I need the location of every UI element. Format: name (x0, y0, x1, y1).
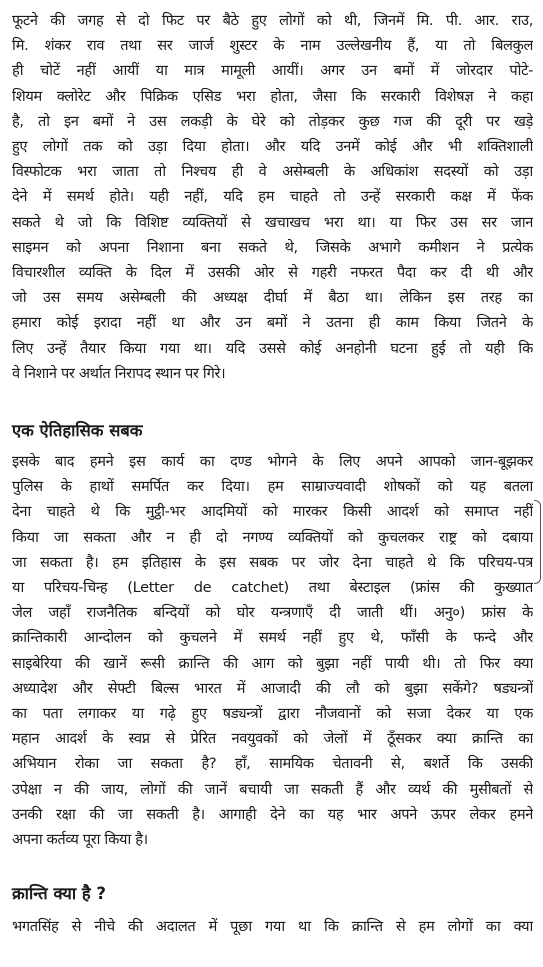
text-line: मि. शंकर राव तथा सर जार्ज शुस्टर के नाम उल्लेखनीय हैं, या तो बिलकुल (12, 37, 533, 55)
text-line: का पता लगाकर या गढ़े हुए षड्यन्त्रों द्वारा नौजवानों को सजा देकर या एक (12, 705, 533, 723)
text-line: जेल जहाँ राजनैतिक बन्दियों को घोर यन्त्रणाएँ दी जाती थीं। अनु०) फ्रांस के (12, 604, 533, 622)
text-line: जा सकता है। हम इतिहास के इस सबक पर जोर देना चाहते थे कि परिचय-पत्र (12, 553, 533, 571)
text-line: साइमन को अपना निशाना बना सकते थे, जिसके अभागे कमीशन ने प्रत्येक (12, 238, 533, 256)
text-line: विचारशील व्यक्ति के दिल में उसकी ओर से गहरी नफरत पैदा कर दी थी और (12, 264, 533, 282)
section-heading-what-is-revolution: क्रान्ति क्या है ? (12, 884, 106, 904)
text-line: अपना कर्तव्य पूरा किया है। (12, 831, 148, 849)
text-line: जो उस समय असेम्बली की अध्यक्ष दीर्घा में बैठा था। लेकिन इस तरह का (12, 289, 533, 307)
text-line: या परिचय-चिन्ह (Letter de catchet) तथा बेस्टाइल (फ्रांस की कुख्यात (12, 579, 533, 597)
text-line: साइबेरिया की खानें रूसी क्रान्ति की आग को बुझा नहीं पायी थी। तो फिर क्या (12, 654, 533, 672)
text-line: महान आदर्श के स्वप्न से प्रेरित नवयुवकों को जेलों में ठूँसकर क्या क्रान्ति का (12, 730, 533, 748)
text-line: हमारा कोई इरादा नहीं था और उन बमों ने उतना ही काम किया जितने के (12, 314, 533, 332)
text-line: देना चाहते थे कि मुट्ठी-भर आदमियों को मारकर किसी आदर्श को समाप्त नहीं (12, 503, 533, 521)
paragraph-bomb-account (12, 8, 533, 386)
text-line: भगतसिंह से नीचे की अदालत में पूछा गया था कि क्रान्ति से हम लोगों का क्या (12, 918, 533, 936)
text-line: शियम क्लोरेट और पिक्रिक एसिड भरा होता, जैसा कि सरकारी विशेषज्ञ ने कहा (12, 87, 533, 105)
text-line: सकते थे जो कि विशिष्ट व्यक्तियों से खचाखच भरा था। या फिर उस सर जान (12, 213, 533, 231)
text-line: इसके बाद हमने इस कार्य का दण्ड भोगने के लिए अपने आपको जान-बूझकर (12, 453, 533, 471)
text-line: लिए उन्हें तैयार किया गया था। यदि उससे कोई अनहोनी घटना हुई तो यही कि (12, 339, 533, 357)
section-heading-historical-lesson: एक ऐतिहासिक सबक (12, 421, 143, 441)
text-line: उनकी रक्षा की जा सकती है। आगाही देने का यह भार अपने ऊपर लेकर हमने (12, 805, 533, 823)
text-line: क्रान्तिकारी आन्दोलन को कुचलने में समर्थ नहीं हुए थे, फाँसी के फन्दे और (12, 629, 533, 647)
paragraph-historical-lesson (12, 449, 533, 852)
text-line: पुलिस के हाथों समर्पित कर दिया। हम साम्राज्यवादी शोषकों को यह बतला (12, 478, 533, 496)
margin-bracket-mark (534, 500, 541, 584)
text-line: किया जा सकता और न ही दो नगण्य व्यक्तियों को कुचलकर राष्ट्र को दबाया (12, 528, 533, 546)
text-line: ही चोटें नहीं आयीं या मात्र मामूली आयीं। अगर उन बमों में जोरदार पोटे- (12, 62, 533, 80)
text-line: है, तो इन बमों ने उस लकड़ी के घेरे को तोड़कर कुछ गज की दूरी पर खड़े (12, 112, 533, 130)
text-line: वे निशाने पर अर्थात निरापद स्थान पर गिरे। (12, 364, 226, 382)
text-line: फूटने की जगह से दो फिट पर बैठे हुए लोगों को थी, जिनमें मि. पी. आर. राउ, (12, 12, 533, 29)
text-line: अध्यादेश और सेफ्टी बिल्स भारत में आजादी की लौ को बुझा सकेंगे? षड्यन्त्रों (12, 679, 533, 697)
text-line: हुए लोगों तक को उड़ा दिया होता। और यदि उनमें कोई और भी शक्तिशाली (12, 138, 533, 156)
text-line: विस्फोटक भरा जाता तो निश्चय ही वे असेम्बली के अधिकांश सदस्यों को उड़ा (12, 163, 533, 181)
paragraph-what-is-revolution (12, 914, 533, 939)
text-line: उपेक्षा न की जाय, लोगों की जानें बचायी जा सकती हैं और व्यर्थ की मुसीबतों से (12, 780, 533, 798)
text-line: अभियान रोका जा सकता है? हाँ, सामयिक चेतावनी से, बशर्ते कि उसकी (12, 755, 533, 773)
text-line: देने में समर्थ होते। यही नहीं, यदि हम चाहते तो उन्हें सरकारी कक्ष में फेंक (12, 188, 533, 206)
